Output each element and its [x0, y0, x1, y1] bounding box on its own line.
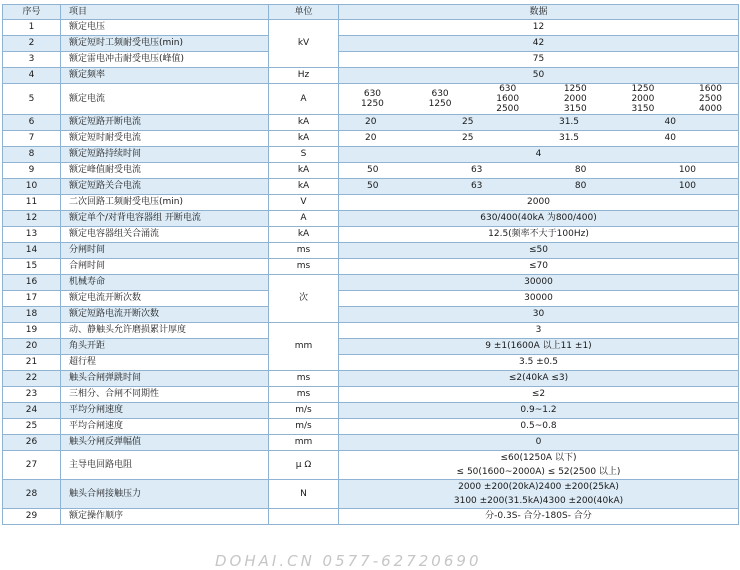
- table-row: [3, 435, 739, 451]
- header-unit: 单位: [269, 5, 339, 20]
- table-row: [3, 179, 739, 195]
- row-unit: N: [269, 480, 339, 509]
- row-no: 7: [3, 131, 61, 147]
- row-no: 27: [3, 451, 61, 480]
- table-row: [3, 163, 739, 179]
- table-row: [3, 20, 739, 36]
- row-item: 平均合闸速度: [61, 419, 269, 435]
- row-item: 合闸时间: [61, 259, 269, 275]
- row-item: 触头合闸弹跳时间: [61, 371, 269, 387]
- row-no: 21: [3, 355, 61, 371]
- row-unit: kA: [269, 227, 339, 243]
- row-value: 50 63 80 100: [339, 163, 739, 179]
- row-value: 30000: [339, 291, 739, 307]
- table-row: [3, 131, 739, 147]
- row-unit: A: [269, 211, 339, 227]
- table-row: [3, 275, 739, 291]
- row-no: 17: [3, 291, 61, 307]
- header-item: 项目: [61, 5, 269, 20]
- row-item: 额定峰值耐受电流: [61, 163, 269, 179]
- row-unit: mm: [269, 323, 339, 371]
- row-no: 8: [3, 147, 61, 163]
- current-col: 1250 2000 3150: [563, 84, 587, 114]
- row-unit: 次: [269, 275, 339, 323]
- table-row: [3, 291, 739, 307]
- current-col: 1250 2000 3150: [631, 84, 655, 114]
- row-no: 20: [3, 339, 61, 355]
- row-no: 12: [3, 211, 61, 227]
- table-row: [3, 451, 739, 480]
- table-header-row: [3, 5, 739, 20]
- table-row: [3, 371, 739, 387]
- table-row: [3, 307, 739, 323]
- current-col: 630 1250: [361, 89, 384, 109]
- row-no: 2: [3, 36, 61, 52]
- table-row: [3, 323, 739, 339]
- row-item: 触头合闸接触压力: [61, 480, 269, 509]
- row-item: 额定单个/对背电容器组 开断电流: [61, 211, 269, 227]
- table-row: [3, 387, 739, 403]
- row-unit: S: [269, 147, 339, 163]
- row-item: 额定短路持续时间: [61, 147, 269, 163]
- row-unit: mm: [269, 435, 339, 451]
- row-no: 19: [3, 323, 61, 339]
- row-value: 75: [339, 52, 739, 68]
- row-no: 22: [3, 371, 61, 387]
- row-item: 额定电流: [61, 84, 269, 115]
- row-item: 主导电回路电阻: [61, 451, 269, 480]
- row-value: 4: [339, 147, 739, 163]
- row-unit: m/s: [269, 419, 339, 435]
- row-unit: [269, 509, 339, 525]
- row-value: 20 25 31.5 40: [339, 131, 739, 147]
- row-unit: m/s: [269, 403, 339, 419]
- row-value: 3.5 ±0.5: [339, 355, 739, 371]
- row-value: ≤2(40kA ≤3): [339, 371, 739, 387]
- row-unit: Hz: [269, 68, 339, 84]
- row-value: 50 63 80 100: [339, 179, 739, 195]
- row-unit: A: [269, 84, 339, 115]
- row-unit: kV: [269, 20, 339, 68]
- spec-table: [2, 4, 739, 525]
- current-col: 1600 2500 4000: [699, 84, 722, 114]
- row-no: 29: [3, 509, 61, 525]
- row-value: ≤50: [339, 243, 739, 259]
- table-row: [3, 419, 739, 435]
- row-no: 23: [3, 387, 61, 403]
- row-item: 机械寿命: [61, 275, 269, 291]
- row-value: 2000 ±200(20kA)2400 ±200(25kA) 3100 ±200(31.5kA)4300 ±200(40kA): [339, 480, 739, 509]
- row-item: 动、静触头允许磨损累计厚度: [61, 323, 269, 339]
- row-unit: ms: [269, 387, 339, 403]
- table-row: [3, 115, 739, 131]
- row-no: 4: [3, 68, 61, 84]
- row-item: 额定雷电冲击耐受电压(峰值): [61, 52, 269, 68]
- row-item: 触头分闸反弹幅值: [61, 435, 269, 451]
- row-value: ≤70: [339, 259, 739, 275]
- header-data: 数据: [339, 5, 739, 20]
- row-value: 9 ±1(1600A 以上11 ±1): [339, 339, 739, 355]
- table-row: [3, 259, 739, 275]
- row-unit: kA: [269, 179, 339, 195]
- row-item: 二次回路工频耐受电压(min): [61, 195, 269, 211]
- row-no: 6: [3, 115, 61, 131]
- row-item: 额定电压: [61, 20, 269, 36]
- table-row: [3, 227, 739, 243]
- row-value: 30: [339, 307, 739, 323]
- row-unit: ms: [269, 259, 339, 275]
- row-no: 16: [3, 275, 61, 291]
- watermark: DOHAI.CN 0577-62720690: [215, 552, 482, 570]
- row-no: 18: [3, 307, 61, 323]
- row-item: 额定短时工频耐受电压(min): [61, 36, 269, 52]
- row-value: ≤2: [339, 387, 739, 403]
- row-item: 角头开距: [61, 339, 269, 355]
- row-item: 三相分、合闸不同期性: [61, 387, 269, 403]
- row-no: 25: [3, 419, 61, 435]
- table-row: [3, 211, 739, 227]
- row-item: 额定短路开断电流: [61, 115, 269, 131]
- row-no: 9: [3, 163, 61, 179]
- row-no: 10: [3, 179, 61, 195]
- row-unit: V: [269, 195, 339, 211]
- table-row: [3, 339, 739, 355]
- table-row: [3, 84, 739, 115]
- row-value: 30000: [339, 275, 739, 291]
- row-item: 额定频率: [61, 68, 269, 84]
- row-value: [339, 84, 739, 115]
- row-unit: μ Ω: [269, 451, 339, 480]
- current-col: 630 1600 2500: [496, 84, 520, 114]
- table-row: [3, 52, 739, 68]
- row-no: 28: [3, 480, 61, 509]
- row-value: 2000: [339, 195, 739, 211]
- row-no: 26: [3, 435, 61, 451]
- table-row: [3, 68, 739, 84]
- row-unit: kA: [269, 115, 339, 131]
- table-row: [3, 403, 739, 419]
- row-item: 额定短时耐受电流: [61, 131, 269, 147]
- row-value: 50: [339, 68, 739, 84]
- row-value: 12: [339, 20, 739, 36]
- table-row: [3, 480, 739, 509]
- row-unit: ms: [269, 243, 339, 259]
- row-value: 分-0.3S- 合分-180S- 合分: [339, 509, 739, 525]
- row-unit: ms: [269, 371, 339, 387]
- row-no: 15: [3, 259, 61, 275]
- row-no: 13: [3, 227, 61, 243]
- row-no: 24: [3, 403, 61, 419]
- row-item: 额定操作顺序: [61, 509, 269, 525]
- table-row: [3, 36, 739, 52]
- row-item: 额定电容器组关合涌流: [61, 227, 269, 243]
- row-value: ≤60(1250A 以下) ≤ 50(1600~2000A) ≤ 52(2500 以上): [339, 451, 739, 480]
- row-item: 超行程: [61, 355, 269, 371]
- header-no: 序号: [3, 5, 61, 20]
- row-item: 分闸时间: [61, 243, 269, 259]
- row-no: 11: [3, 195, 61, 211]
- row-value: 630/400(40kA 为800/400): [339, 211, 739, 227]
- table-row: [3, 147, 739, 163]
- row-no: 3: [3, 52, 61, 68]
- row-value: 0.9~1.2: [339, 403, 739, 419]
- table-row: [3, 509, 739, 525]
- row-item: 额定短路电流开断次数: [61, 307, 269, 323]
- current-col: 630 1250: [428, 89, 452, 109]
- row-item: 平均分闸速度: [61, 403, 269, 419]
- row-no: 5: [3, 84, 61, 115]
- table-row: [3, 355, 739, 371]
- table-row: [3, 243, 739, 259]
- row-unit: kA: [269, 163, 339, 179]
- row-value: 42: [339, 36, 739, 52]
- row-item: 额定短路关合电流: [61, 179, 269, 195]
- row-value: 12.5(频率不大于100Hz): [339, 227, 739, 243]
- row-value: 20 25 31.5 40: [339, 115, 739, 131]
- row-unit: kA: [269, 131, 339, 147]
- row-no: 14: [3, 243, 61, 259]
- table-row: [3, 195, 739, 211]
- row-value: 3: [339, 323, 739, 339]
- row-value: 0: [339, 435, 739, 451]
- row-value: 0.5~0.8: [339, 419, 739, 435]
- row-no: 1: [3, 20, 61, 36]
- row-item: 额定电流开断次数: [61, 291, 269, 307]
